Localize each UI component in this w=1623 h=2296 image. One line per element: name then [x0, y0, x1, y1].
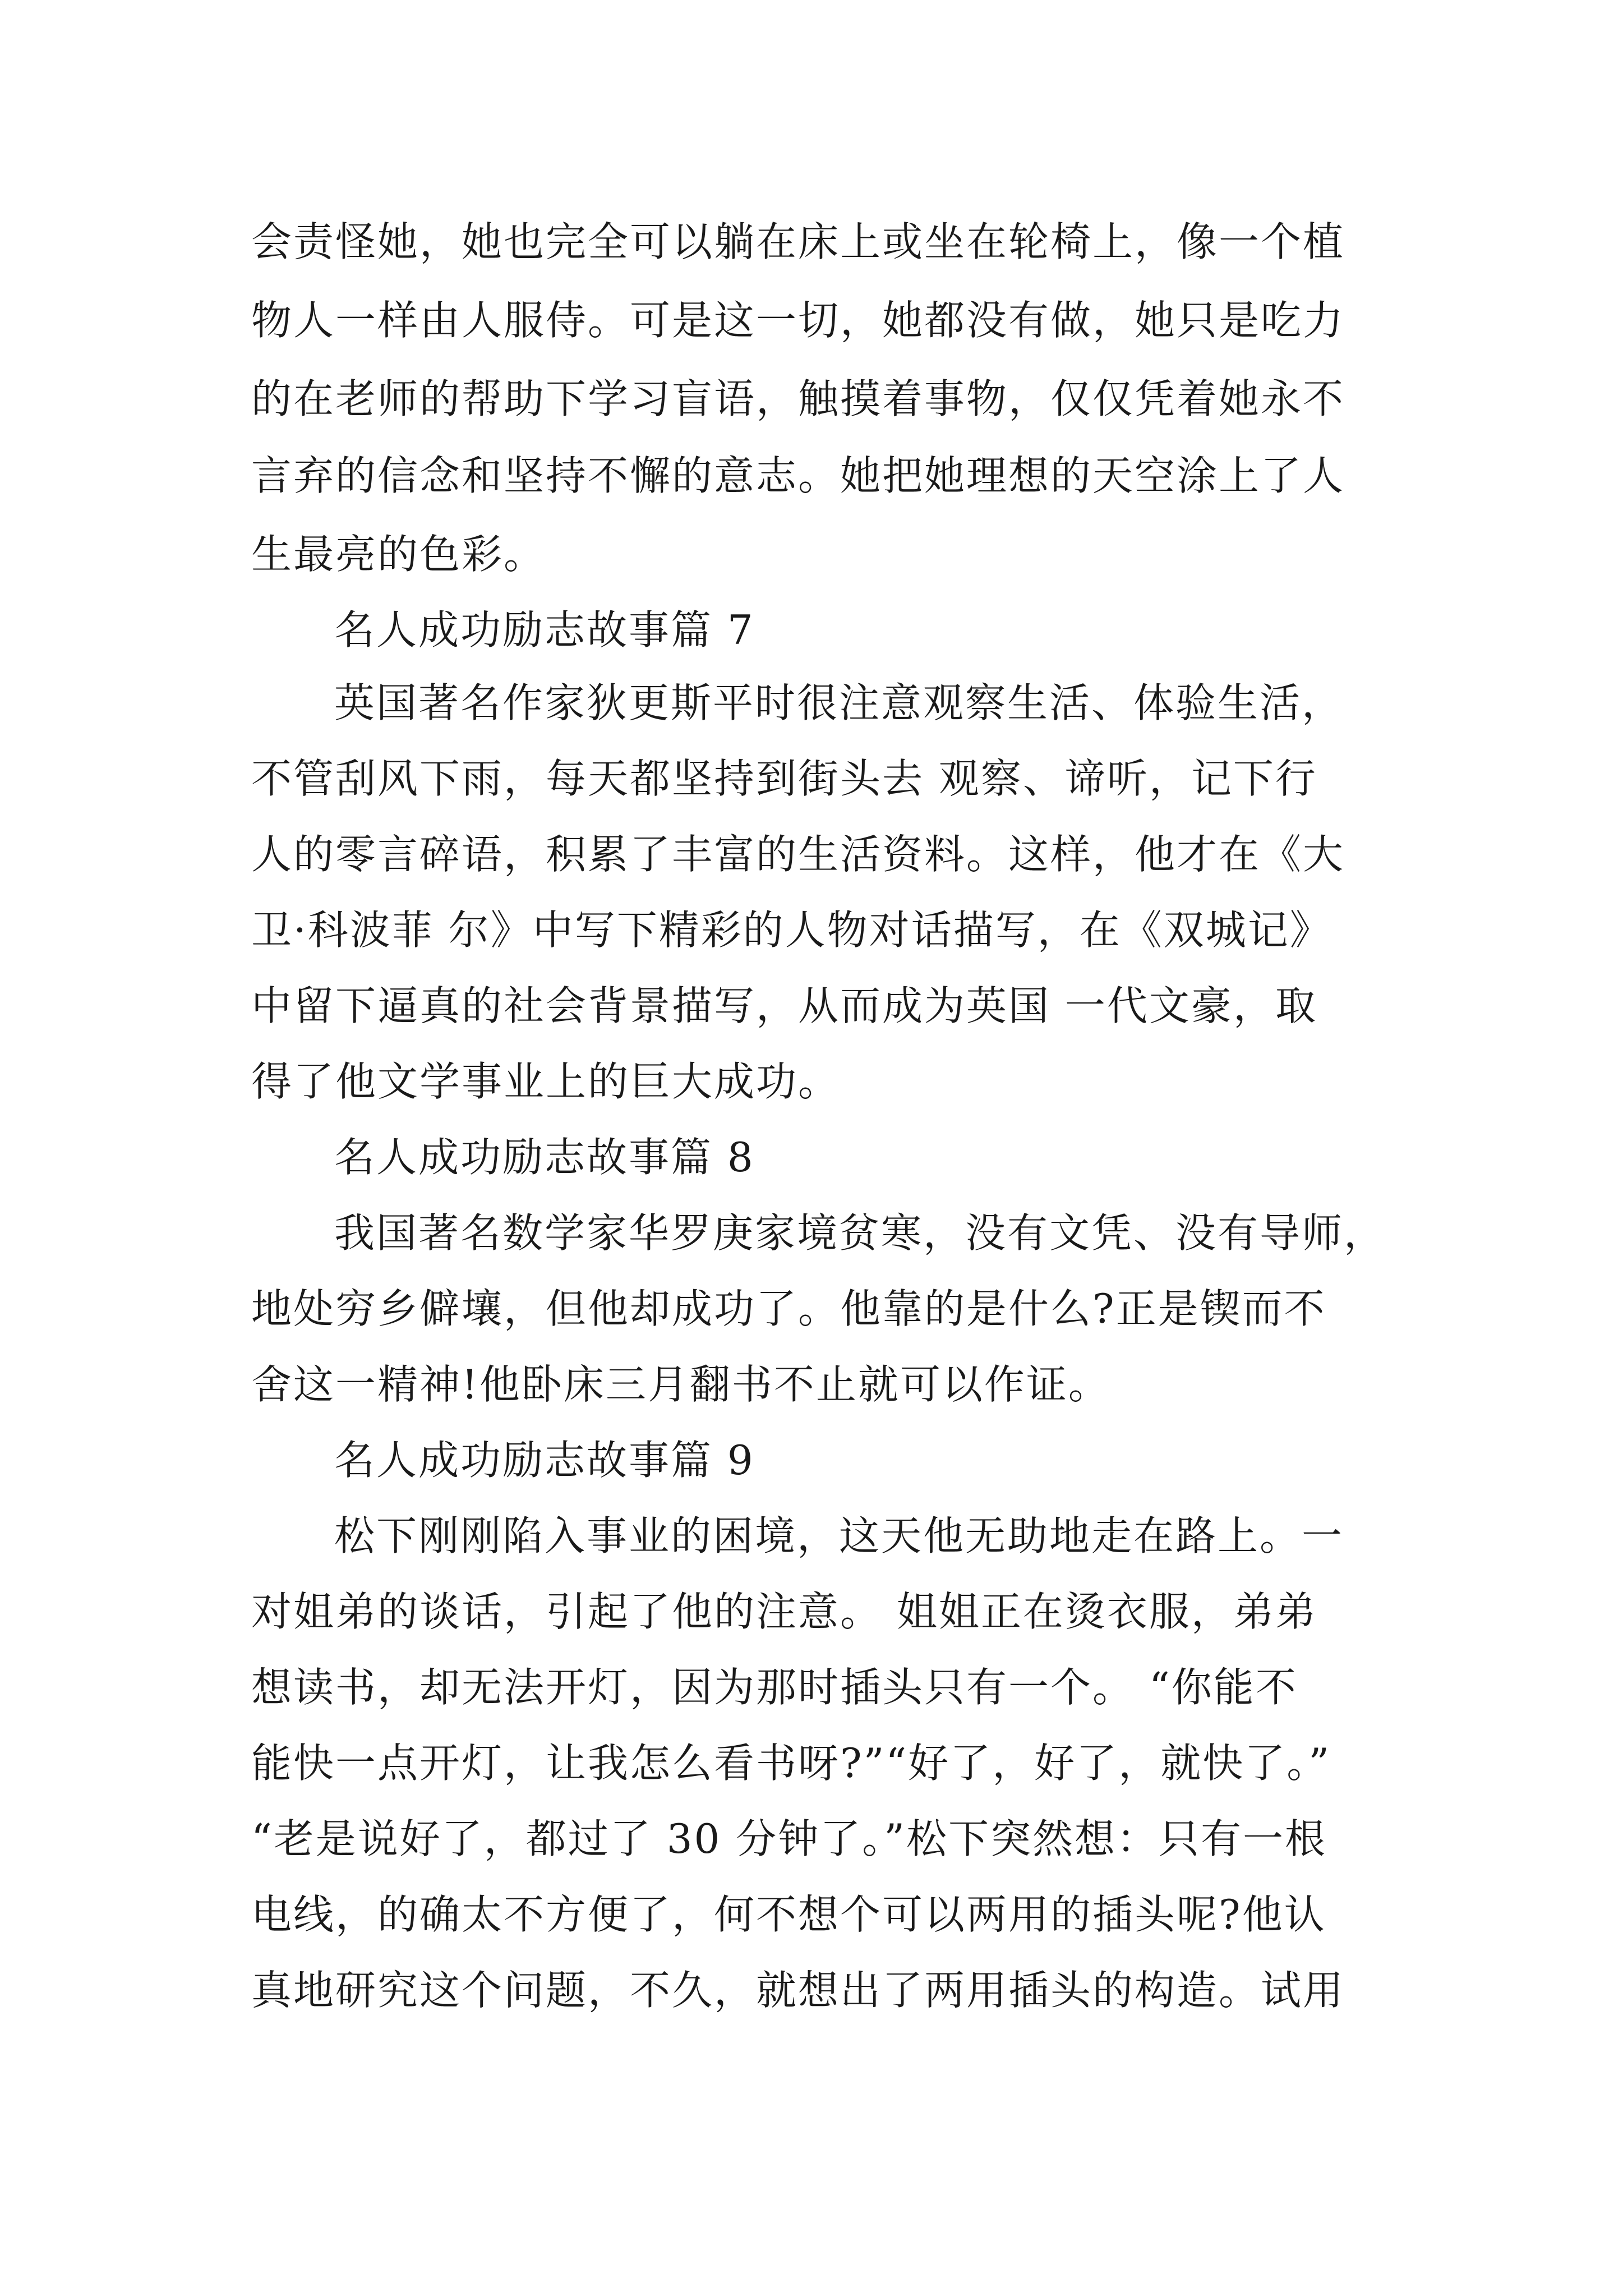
body-text-line: 中留下逼真的社会背景描写，从而成为英国 一代文豪，取: [251, 982, 1317, 1029]
body-text-line: 得了他文学事业上的巨大成功。: [251, 1058, 841, 1105]
body-text-line: 会责怪她，她也完全可以躺在床上或坐在轮椅上，像一个植: [251, 218, 1345, 265]
section-heading: 名人成功励志故事篇 9: [334, 1437, 755, 1484]
body-text-line: 卫·科波菲 尔》中写下精彩的人物对话描写，在《双城记》: [251, 907, 1332, 954]
body-text-line: 生最亮的色彩。: [251, 531, 546, 578]
body-text-line: 松下刚刚陷入事业的困境，这天他无助地走在路上。一: [334, 1512, 1344, 1559]
body-text-line: 我国著名数学家华罗庚家境贫寒，没有文凭、没有导师，: [334, 1209, 1386, 1257]
body-text-line: 能快一点开灯，让我怎么看书呀?”“好了，好了，就快了。”: [251, 1740, 1331, 1787]
body-text-line: 电线，的确太不方便了，何不想个可以两用的插头呢?他认: [251, 1891, 1326, 1938]
body-text-line: “老是说好了，都过了 30 分钟了。”松下突然想：只有一根: [251, 1815, 1327, 1862]
body-text-line: 真地研究这个问题，不久，就想出了两用插头的构造。试用: [251, 1967, 1345, 2014]
body-text-line: 不管刮风下雨，每天都坚持到街头去 观察、谛听，记下行: [251, 755, 1317, 802]
body-text-line: 物人一样由人服侍。可是这一切，她都没有做，她只是吃力: [251, 297, 1345, 344]
body-text-line: 人的零言碎语，积累了丰富的生活资料。这样，他才在《大: [251, 831, 1345, 878]
body-text-line: 的在老师的帮助下学习盲语，触摸着事物，仅仅凭着她永不: [251, 375, 1345, 422]
body-text-line: 地处穷乡僻壤，但他却成功了。他靠的是什么?正是锲而不: [251, 1285, 1326, 1332]
body-text-line: 对姐弟的谈话，引起了他的注意。 姐姐正在烫衣服，弟弟: [251, 1588, 1317, 1635]
section-heading: 名人成功励志故事篇 7: [334, 606, 755, 654]
section-heading: 名人成功励志故事篇 8: [334, 1134, 755, 1181]
body-text-line: 英国著名作家狄更斯平时很注意观察生活、体验生活，: [334, 679, 1344, 726]
body-text-line: 舍这一精神!他卧床三月翻书不止就可以作证。: [251, 1361, 1110, 1408]
body-text-line: 想读书，却无法开灯，因为那时插头只有一个。 “你能不: [251, 1664, 1298, 1711]
body-text-line: 言弃的信念和坚持不懈的意志。她把她理想的天空涂上了人: [251, 452, 1345, 499]
